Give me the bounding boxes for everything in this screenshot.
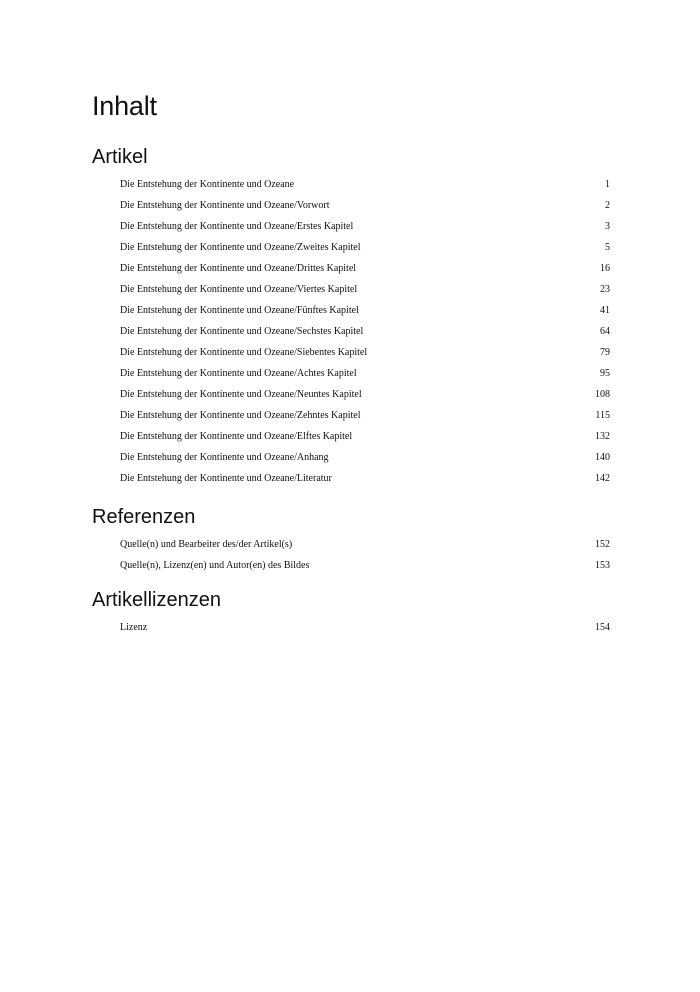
toc-entry-page: 140 <box>595 452 610 463</box>
toc-entry[interactable] <box>92 363 610 384</box>
toc-entry-page: 108 <box>595 389 610 400</box>
toc-entry[interactable] <box>92 258 610 279</box>
toc-entry-title: Die Entstehung der Kontinente und Ozeane/Viertes Kapitel <box>120 284 358 295</box>
toc-entry[interactable] <box>92 342 610 363</box>
toc-entry-title: Die Entstehung der Kontinente und Ozeane/Neuntes Kapitel <box>120 389 362 400</box>
toc-entry-page: 95 <box>600 368 610 379</box>
toc-entry-page: 41 <box>600 305 610 316</box>
toc-entry-title: Die Entstehung der Kontinente und Ozeane/Achtes Kapitel <box>120 368 357 379</box>
toc-entry-title: Die Entstehung der Kontinente und Ozeane <box>120 179 295 190</box>
toc-entry-title: Quelle(n) und Bearbeiter des/der Artikel(s) <box>120 539 293 550</box>
toc-entry[interactable] <box>92 405 610 426</box>
toc-entry[interactable] <box>92 195 610 216</box>
toc-entry[interactable] <box>92 447 610 468</box>
section-artikel <box>92 144 610 489</box>
toc-entry[interactable] <box>92 384 610 405</box>
section-artikellizenzen <box>92 587 610 638</box>
toc-entry[interactable] <box>92 174 610 195</box>
section-heading: Artikellizenzen <box>92 589 221 611</box>
toc-entry[interactable] <box>92 426 610 447</box>
toc-entry[interactable] <box>92 617 610 638</box>
toc-entry-page: 1 <box>605 179 610 190</box>
toc-entry-title: Die Entstehung der Kontinente und Ozeane/Sechstes Kapitel <box>120 326 364 337</box>
toc-entry-title: Die Entstehung der Kontinente und Ozeane/Zehntes Kapitel <box>120 410 361 421</box>
toc-entry-page: 153 <box>595 560 610 571</box>
toc-entry[interactable] <box>92 300 610 321</box>
toc-entry-page: 79 <box>600 347 610 358</box>
section-heading: Artikel <box>92 146 148 168</box>
toc-entry-title: Die Entstehung der Kontinente und Ozeane/Drittes Kapitel <box>120 263 357 274</box>
toc-entry-page: 132 <box>595 431 610 442</box>
section-heading: Referenzen <box>92 506 196 528</box>
toc-list <box>92 534 610 576</box>
toc-entry-title: Die Entstehung der Kontinente und Ozeane/Literatur <box>120 473 332 484</box>
toc-entry-title: Die Entstehung der Kontinente und Ozeane/Vorwort <box>120 200 330 211</box>
toc-entry-page: 64 <box>600 326 610 337</box>
toc-entry-title: Quelle(n), Lizenz(en) und Autor(en) des Bildes <box>120 560 310 571</box>
section-referenzen <box>92 504 610 576</box>
toc-entry-title: Die Entstehung der Kontinente und Ozeane/Erstes Kapitel <box>120 221 354 232</box>
toc-entry-page: 5 <box>605 242 610 253</box>
toc-entry[interactable] <box>92 534 610 555</box>
toc-entry[interactable] <box>92 279 610 300</box>
toc-list <box>92 174 610 489</box>
toc-entry-title: Die Entstehung der Kontinente und Ozeane/Anhang <box>120 452 329 463</box>
toc-entry[interactable] <box>92 555 610 576</box>
toc-entry[interactable] <box>92 216 610 237</box>
page-title: Inhalt <box>92 91 157 121</box>
toc-entry-page: 16 <box>600 263 610 274</box>
toc-entry-title: Die Entstehung der Kontinente und Ozeane/Elftes Kapitel <box>120 431 353 442</box>
toc-entry-title: Lizenz <box>120 622 148 633</box>
toc-entry-page: 3 <box>605 221 610 232</box>
toc-entry-title: Die Entstehung der Kontinente und Ozeane/Zweites Kapitel <box>120 242 361 253</box>
toc-entry[interactable] <box>92 237 610 258</box>
toc-entry-page: 152 <box>595 539 610 550</box>
toc-list <box>92 617 610 638</box>
toc-entry-title: Die Entstehung der Kontinente und Ozeane/Siebentes Kapitel <box>120 347 368 358</box>
toc-entry-page: 23 <box>600 284 610 295</box>
toc-entry-page: 115 <box>595 410 610 421</box>
toc-entry-page: 142 <box>595 473 610 484</box>
toc-entry-page: 2 <box>605 200 610 211</box>
toc-entry-title: Die Entstehung der Kontinente und Ozeane/Fünftes Kapitel <box>120 305 359 316</box>
toc-entry-page: 154 <box>595 622 610 633</box>
toc-entry[interactable] <box>92 468 610 489</box>
toc-entry[interactable] <box>92 321 610 342</box>
